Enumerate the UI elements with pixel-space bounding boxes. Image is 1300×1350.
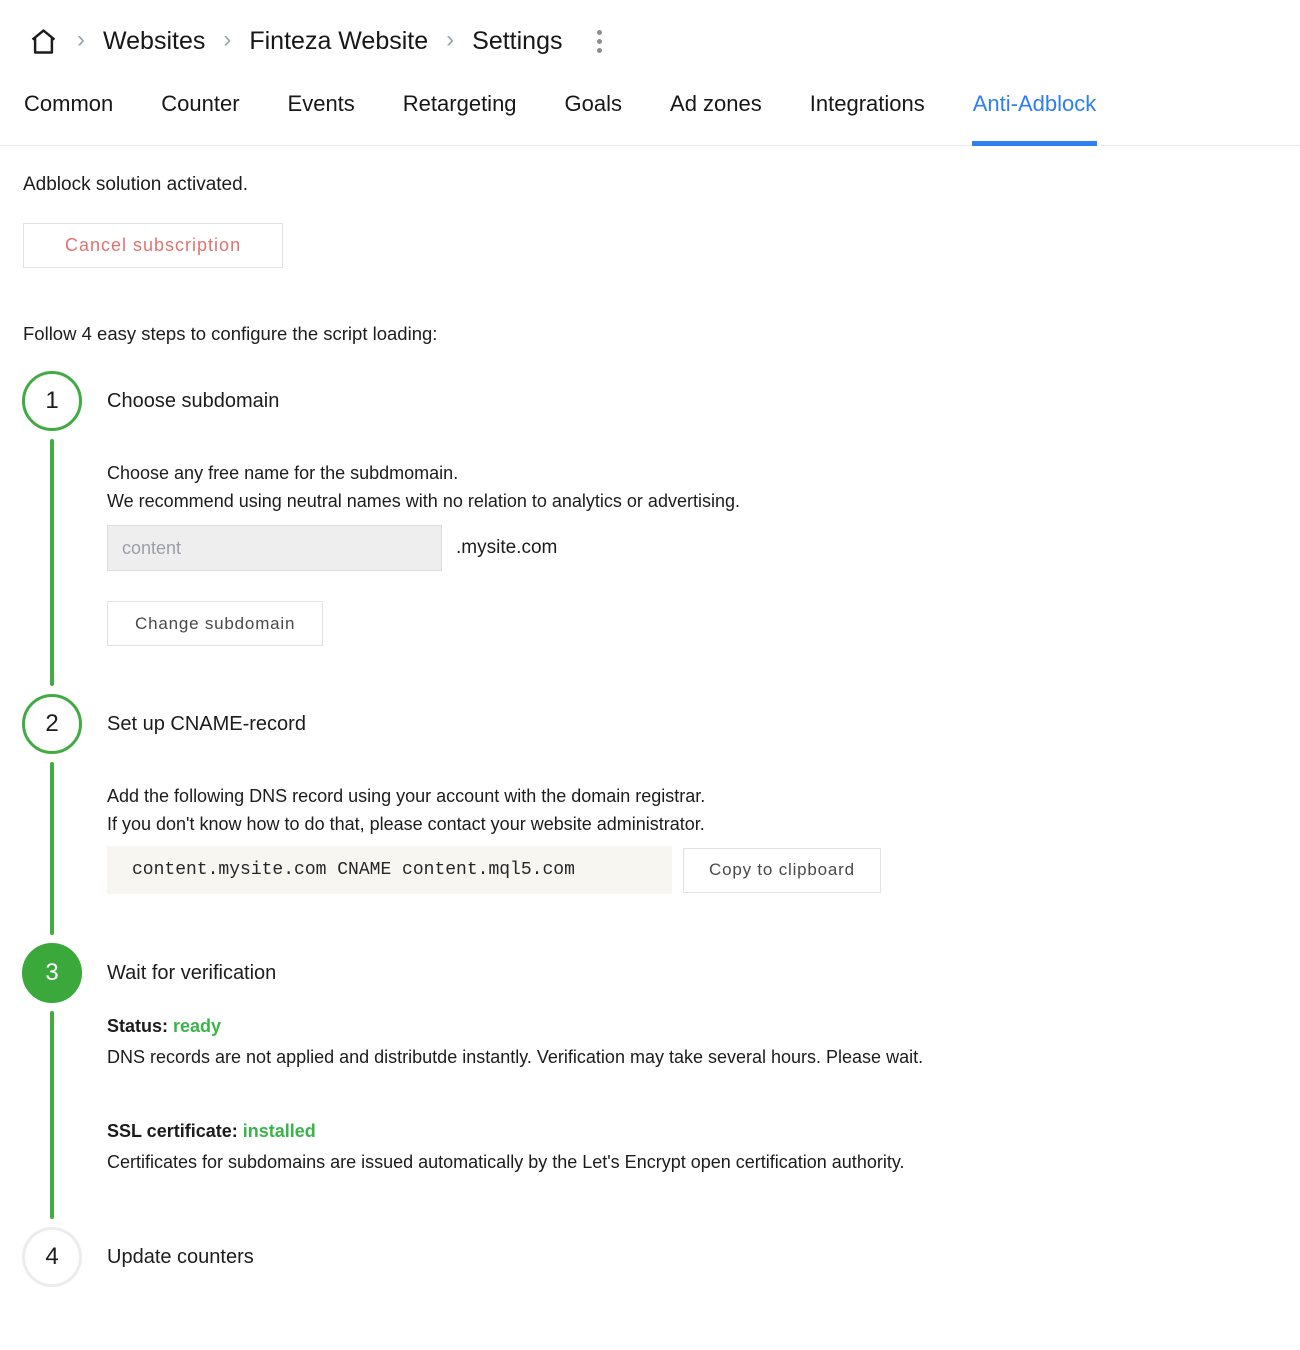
tab-common[interactable]: Common (24, 91, 114, 116)
step-update-counters (22, 1227, 1300, 1287)
tab-counter[interactable]: Counter (161, 91, 240, 116)
tab-integrations[interactable]: Integrations (809, 91, 925, 116)
steps-list (0, 345, 1300, 1287)
step-2-title: Set up CNAME-record (107, 713, 306, 735)
step-wait-verification (22, 943, 1300, 1227)
step-1-title: Choose subdomain (107, 390, 280, 412)
tab-anti-adblock[interactable]: Anti-Adblock (972, 73, 1098, 145)
change-subdomain-button[interactable]: Change subdomain (107, 601, 323, 646)
breadcrumb-item-websites[interactable]: Websites (103, 27, 206, 55)
step-connector (50, 439, 54, 686)
step-3-title: Wait for verification (107, 962, 277, 984)
tab-retargeting[interactable]: Retargeting (402, 91, 517, 116)
step-1-description: Choose any free name for the subdmomain. We recommend using neutral names with no relation to analytics or advertising. (107, 463, 740, 511)
anti-adblock-panel (0, 146, 1300, 345)
ssl-status-line (107, 1121, 1300, 1142)
tab-goals[interactable]: Goals (564, 91, 623, 116)
step-4-badge: 4 (22, 1227, 82, 1287)
breadcrumb (0, 0, 1300, 57)
home-icon[interactable] (28, 26, 59, 57)
status-value: ready (173, 1016, 222, 1036)
cname-record-code: content.mysite.com CNAME content.mql5.com (107, 846, 672, 894)
breadcrumb-item-settings[interactable]: Settings (472, 27, 563, 55)
tab-events[interactable]: Events (287, 91, 355, 116)
breadcrumb-item-finteza-website[interactable]: Finteza Website (249, 27, 429, 55)
steps-intro-text: Follow 4 easy steps to configure the script loading: (23, 323, 438, 344)
ssl-label: SSL certificate: (107, 1121, 238, 1141)
step-connector (50, 1011, 54, 1219)
ssl-note: Certificates for subdomains are issued automatically by the Let's Encrypt open certification authority. (107, 1152, 905, 1172)
subdomain-input[interactable] (107, 525, 442, 571)
adblock-status-text: Adblock solution activated. (23, 174, 248, 195)
step-2-description: Add the following DNS record using your account with the domain registrar. If you don't know how to do that, please contact your website administrator. (107, 786, 706, 834)
status-note: DNS records are not applied and distributde instantly. Verification may take several hours. Please wait. (107, 1047, 924, 1067)
chevron-right-icon: › (223, 25, 232, 53)
step-choose-subdomain (22, 371, 1300, 694)
tab-bar (0, 73, 1300, 146)
cancel-subscription-button[interactable]: Cancel subscription (23, 223, 283, 268)
chevron-right-icon: › (446, 25, 455, 53)
kebab-menu-icon[interactable] (593, 26, 606, 57)
step-setup-cname (22, 694, 1300, 943)
step-3-badge: 3 (22, 943, 82, 1003)
verification-status-line (107, 1016, 1300, 1037)
domain-suffix-label: .mysite.com (456, 537, 558, 558)
step-1-badge: 1 (22, 371, 82, 431)
step-2-badge: 2 (22, 694, 82, 754)
chevron-right-icon: › (77, 25, 85, 53)
tab-ad-zones[interactable]: Ad zones (670, 91, 762, 116)
ssl-value: installed (242, 1121, 316, 1141)
step-connector (50, 762, 54, 935)
status-label: Status: (107, 1016, 169, 1036)
step-4-title: Update counters (107, 1246, 254, 1268)
copy-to-clipboard-button[interactable]: Copy to clipboard (683, 848, 881, 893)
